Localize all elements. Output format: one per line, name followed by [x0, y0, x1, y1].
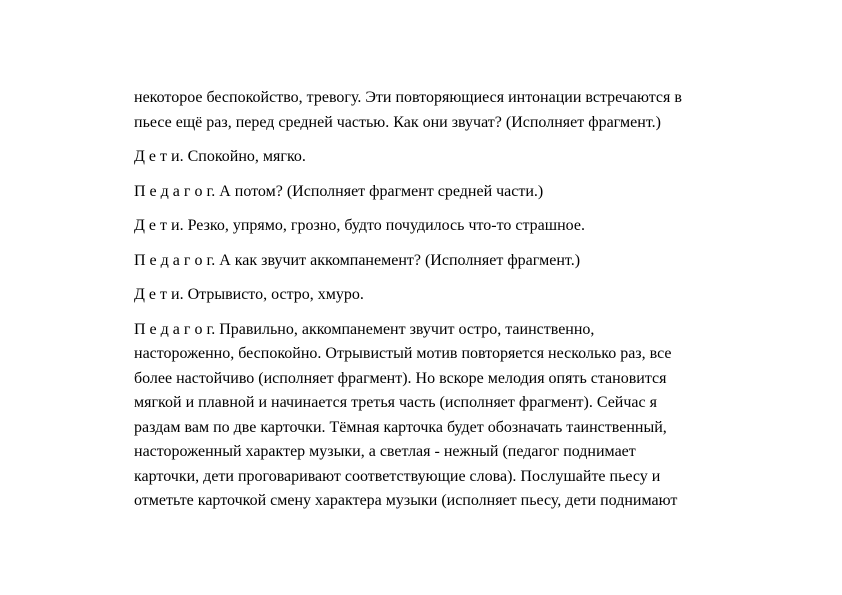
dialogue-text: . Спокойно, мягко.: [179, 148, 306, 165]
speaker-name: Д е т и: [134, 286, 180, 303]
text-line: отметьте карточкой смену характера музыки (исполняет пьесу, дети поднимают: [134, 492, 678, 509]
dialogue-line: [134, 214, 774, 239]
text-line: настороженный характер музыки, а светлая - нежный (педагог поднимает: [134, 443, 636, 460]
document-text: [134, 86, 774, 524]
speaker-name: Д е т и: [134, 217, 180, 234]
text-line: раздам вам по две карточки. Тёмная карточка будет обозначать таинственный,: [134, 418, 667, 436]
dialogue-text: . Отрывисто, остро, хмуро.: [179, 286, 364, 303]
text-line: карточки, дети проговаривают соответствующие слова). Послушайте пьесу и: [134, 467, 661, 485]
text-line: пьесе ещё раз, перед средней частью. Как они звучат? (Исполняет фрагмент.): [134, 113, 661, 131]
dialogue-text: . А потом? (Исполняет фрагмент средней части.): [211, 182, 544, 200]
dialogue-text: . Резко, упрямо, грозно, будто почудилось что-то страшное.: [179, 217, 585, 234]
dialogue-line: [134, 283, 774, 308]
text-line: более настойчиво (исполняет фрагмент). Но вскоре мелодия опять становится: [134, 369, 667, 387]
text-line: настороженно, беспокойно. Отрывистый мотив повторяется несколько раз, все: [134, 345, 672, 362]
speaker-name: П е д а г о г: [134, 320, 212, 338]
dialogue-line: [134, 249, 774, 274]
dialogue-line: [134, 145, 774, 170]
text-line: мягкой и плавной и начинается третья часть (исполняет фрагмент). Сейчас я: [134, 394, 657, 411]
final-paragraph: [134, 318, 774, 514]
text-line: [134, 318, 774, 343]
intro-paragraph: [134, 86, 774, 135]
dialogue-text: . А как звучит аккомпанемент? (Исполняет фрагмент.): [211, 251, 581, 269]
text-line: некоторое беспокойство, тревогу. Эти повторяющиеся интонации встречаются в: [134, 89, 682, 106]
speaker-name: Д е т и: [134, 148, 180, 165]
speaker-name: П е д а г о г: [134, 182, 212, 200]
speaker-name: П е д а г о г: [134, 251, 212, 269]
dialogue-text: . Правильно, аккомпанемент звучит остро, таинственно,: [211, 320, 595, 338]
dialogue-line: [134, 180, 774, 205]
